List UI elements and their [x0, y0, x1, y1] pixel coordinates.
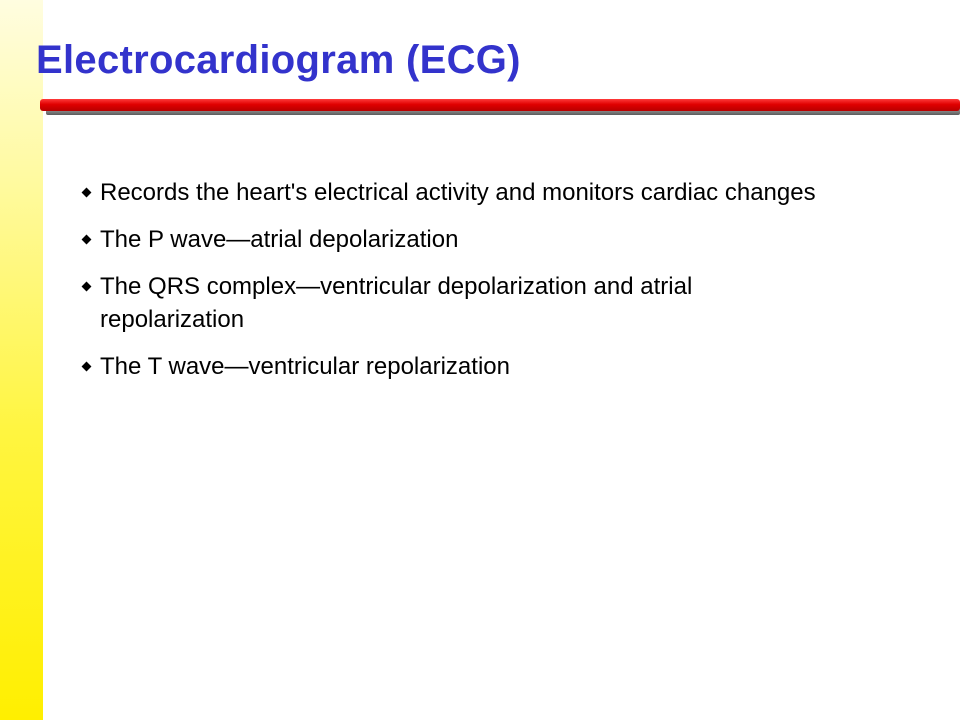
- slide-title: Electrocardiogram (ECG): [36, 38, 521, 82]
- diamond-bullet-icon: [82, 235, 92, 245]
- diamond-bullet-icon: [82, 282, 92, 292]
- bullet-item: [80, 223, 840, 256]
- bullet-item: [80, 270, 840, 336]
- bullet-text: The T wave—ventricular repolarization: [100, 353, 510, 380]
- side-accent-band: [0, 0, 43, 720]
- bullet-item: [80, 350, 840, 383]
- bullet-list: [80, 176, 840, 397]
- bullet-text: The P wave—atrial depolarization: [100, 226, 459, 253]
- diamond-bullet-icon: [82, 188, 92, 198]
- bullet-text: The QRS complex—ventricular depolarization and atrial repolarization: [100, 273, 693, 333]
- bullet-text: Records the heart's electrical activity and monitors cardiac changes: [100, 179, 816, 206]
- bullet-item: [80, 176, 840, 209]
- title-rule: [40, 99, 960, 111]
- diamond-bullet-icon: [82, 362, 92, 372]
